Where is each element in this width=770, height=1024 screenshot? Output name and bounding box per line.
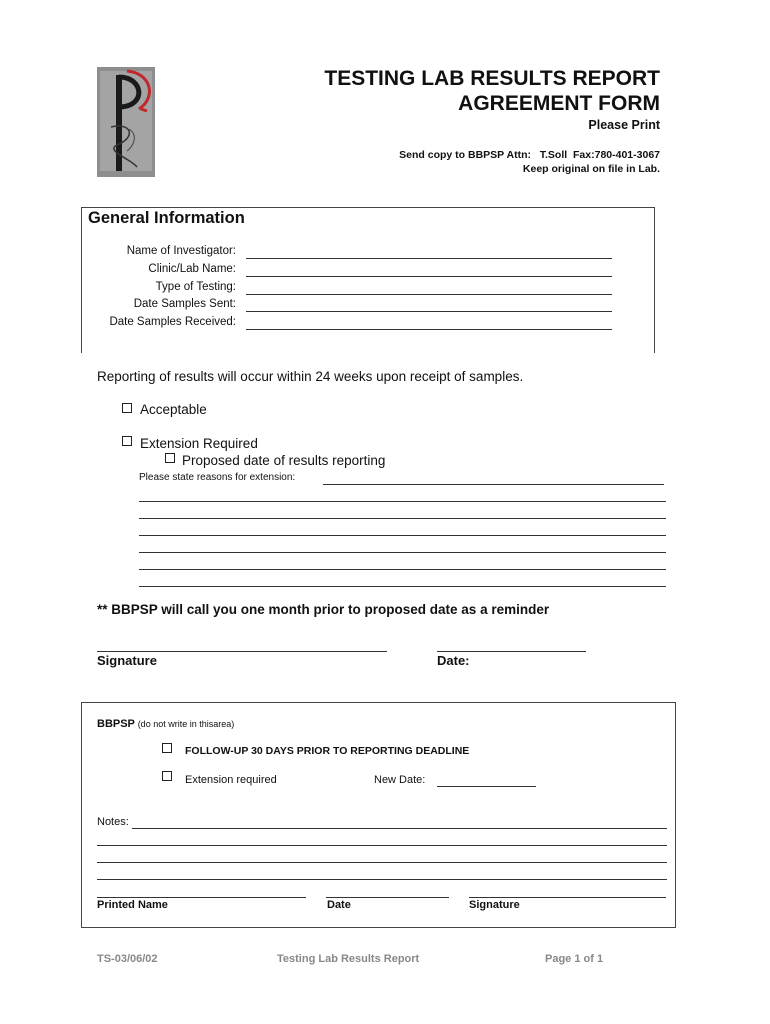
footer-form-name: Testing Lab Results Report [277,953,420,965]
general-information-box [81,207,655,353]
notes-line-3[interactable] [97,861,667,863]
date-samples-received-field[interactable] [246,328,612,330]
proposed-date-label: Proposed date of results reporting [182,453,386,468]
followup-label: FOLLOW-UP 30 DAYS PRIOR TO REPORTING DEADLINE [185,745,470,757]
reasons-label: Please state reasons for extension: [139,472,296,483]
office-signature-line[interactable] [469,896,666,898]
printed-name-line[interactable] [97,896,306,898]
footer-form-code: TS-03/06/02 [97,953,158,965]
date-samples-sent-field[interactable] [246,310,612,312]
reasons-line-5[interactable] [139,551,666,553]
notes-line-2[interactable] [97,844,667,846]
title-line-1: TESTING LAB RESULTS REPORT [324,67,660,90]
reasons-line-2[interactable] [139,500,666,502]
reasons-line-4[interactable] [139,534,666,536]
new-date-field[interactable] [437,785,536,787]
date-samples-received-label: Date Samples Received: [109,316,236,328]
reminder-note: ** BBPSP will call you one month prior to proposed date as a reminder [97,602,550,617]
extension-required-checkbox[interactable] [122,436,132,446]
office-date-line[interactable] [326,896,449,898]
send-copy-note [399,148,660,176]
logo-image [97,67,155,177]
signature-label: Signature [97,653,157,668]
notes-line-4[interactable] [97,878,667,880]
office-date-label: Date [327,899,351,911]
reasons-line-1[interactable] [323,483,664,485]
notes-line-1[interactable] [132,827,667,829]
date-samples-sent-label: Date Samples Sent: [133,298,236,310]
general-information-title: General Information [88,209,245,227]
reasons-line-6[interactable] [139,568,666,570]
proposed-date-checkbox[interactable] [165,453,175,463]
investigator-field[interactable] [246,257,612,259]
printed-name-label: Printed Name [97,899,168,911]
date-label: Date: [437,653,470,668]
bbpsp-note: (do not write in thisarea) [137,719,235,729]
type-of-testing-label: Type of Testing: [155,281,236,293]
acceptable-label: Acceptable [140,402,207,417]
bbpsp-header [97,718,234,730]
reasons-line-3[interactable] [139,517,666,519]
keep-original-text: Keep original on file in Lab. [522,163,660,175]
reasons-line-7[interactable] [139,585,666,587]
form-title [324,66,660,116]
investigator-label: Name of Investigator: [126,245,236,257]
bbpsp-label: BBPSP [97,718,135,730]
clinic-lab-field[interactable] [246,275,612,277]
bbpsp-office-box [81,702,676,928]
type-of-testing-field[interactable] [246,293,612,295]
footer-page-number: Page 1 of 1 [545,953,604,965]
title-line-2: AGREEMENT FORM [458,92,660,115]
new-date-label: New Date: [374,774,426,786]
office-signature-label: Signature [469,899,520,911]
send-copy-text: Send copy to BBPSP Attn: T.Soll Fax:780-401-3067 [399,149,660,161]
extension-required-label: Extension Required [140,436,258,451]
clinic-lab-label: Clinic/Lab Name: [148,263,236,275]
signature-line[interactable] [97,650,387,652]
extension-checkbox-office[interactable] [162,771,172,781]
followup-checkbox[interactable] [162,743,172,753]
extension-label-office: Extension required [185,774,277,786]
notes-label: Notes: [97,816,129,828]
acceptable-checkbox[interactable] [122,403,132,413]
please-print-note: Please Print [588,118,660,132]
date-line[interactable] [437,650,586,652]
reporting-statement: Reporting of results will occur within 24 weeks upon receipt of samples. [97,369,524,384]
